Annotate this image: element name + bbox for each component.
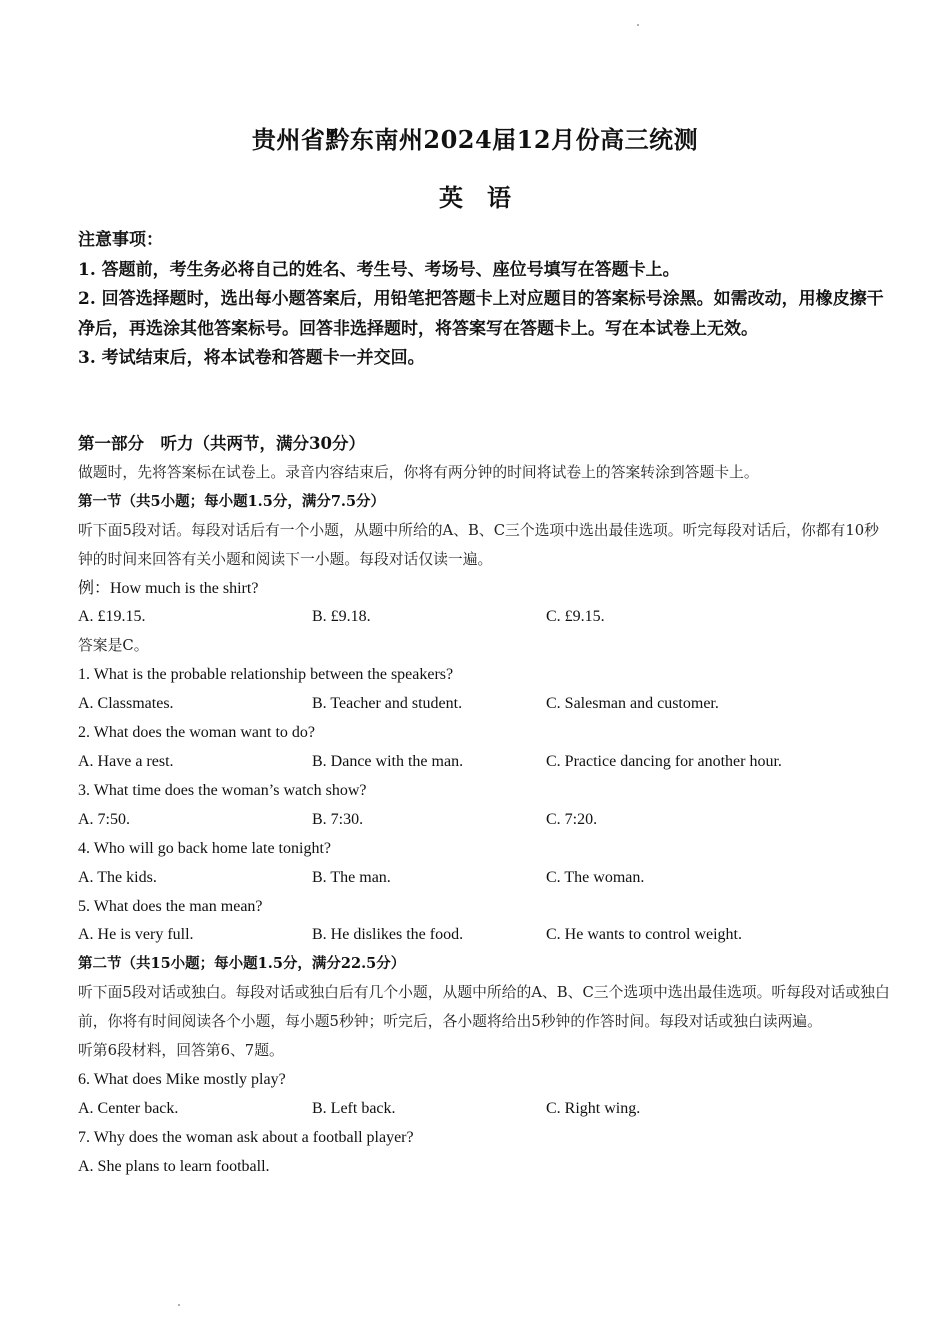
- option-b: B. 7:30.: [312, 810, 364, 828]
- question-1-options: [78, 690, 890, 719]
- option-a: A. Center back.: [78, 1099, 179, 1117]
- example-options: [78, 603, 890, 632]
- option-a: A. £19.15.: [78, 608, 146, 626]
- option-b: B. Dance with the man.: [312, 752, 464, 770]
- question-2-options: [78, 748, 890, 777]
- option-c: C. 7:20.: [546, 810, 598, 828]
- example-question: 例：How much is the shirt?: [78, 579, 259, 597]
- notice-item: 3. 考试结束后，将本试卷和答题卡一并交回。: [78, 348, 425, 369]
- option-a: A. 7:50.: [78, 810, 130, 828]
- question-6-options: [78, 1095, 890, 1124]
- exam-title: 贵州省黔东南州2024届12月份高三统测: [251, 125, 699, 154]
- question-2: 2. What does the woman want to do?: [78, 724, 315, 742]
- listening-part: [78, 430, 890, 1182]
- question-6: 6. What does Mike mostly play?: [78, 1070, 286, 1088]
- scan-dot-bottom: [178, 1304, 180, 1306]
- option-c: C. Salesman and customer.: [546, 695, 719, 713]
- option-a: A. Have a rest.: [78, 752, 174, 770]
- exam-subject: 英语: [439, 183, 535, 212]
- option-a: A. He is very full.: [78, 926, 194, 944]
- option-c: C. £9.15.: [546, 608, 605, 626]
- option-b: B. He dislikes the food.: [312, 926, 464, 944]
- notice-item: 2. 回答选择题时，选出每小题答案后，用铅笔把答题卡上对应题目的答案标号涂黑。如需改动，用橡皮擦干净后，再选涂其他答案标号。回答非选择题时，将答案写在答题卡上。写在本试卷上无效。: [78, 289, 884, 339]
- material-note: 听第6段材料，回答第6、7题。: [78, 1042, 284, 1060]
- option-b: B. £9.18.: [312, 608, 371, 626]
- notice-item: 1. 答题前，考生务必将自己的姓名、考生号、考场号、座位号填写在答题卡上。: [78, 259, 680, 280]
- question-7: 7. Why does the woman ask about a football player?: [78, 1128, 414, 1146]
- option-c: C. He wants to control weight.: [546, 926, 742, 944]
- option-a: A. She plans to learn football.: [78, 1157, 270, 1175]
- scan-dot-top: [637, 24, 639, 26]
- notice-block: [78, 226, 888, 374]
- option-c: C. Right wing.: [546, 1099, 641, 1117]
- question-3: 3. What time does the woman’s watch show?: [78, 781, 367, 799]
- option-b: B. Left back.: [312, 1099, 396, 1117]
- option-c: C. Practice dancing for another hour.: [546, 752, 782, 770]
- section1-heading: 第一节（共5小题；每小题1.5分，满分7.5分）: [78, 492, 386, 510]
- option-a: A. The kids.: [78, 868, 157, 886]
- section2-instructions: 听下面5段对话或独白。每段对话或独白后有几个小题，从题中所给的A、B、C三个选项中选出最佳选项。听每段对话或独白前，你将有时间阅读各个小题，每小题5秒钟；听完后，各小题将给出5秒钟的作答时间。每段对话或独白读两遍。: [78, 984, 890, 1031]
- question-4: 4. Who will go back home late tonight?: [78, 839, 331, 857]
- example-answer: 答案是C。: [78, 637, 149, 655]
- question-1: 1. What is the probable relationship between the speakers?: [78, 666, 454, 684]
- section2-heading: 第二节（共15小题；每小题1.5分，满分22.5分）: [78, 955, 406, 973]
- question-4-options: [78, 864, 890, 893]
- notice-heading: 注意事项：: [78, 230, 163, 250]
- question-7-options: [78, 1153, 890, 1182]
- question-3-options: [78, 806, 890, 835]
- option-a: A. Classmates.: [78, 695, 174, 713]
- section1-instructions: 听下面5段对话。每段对话后有一个小题，从题中所给的A、B、C三个选项中选出最佳选项。听完每段对话后，你都有10秒钟的时间来回答有关小题和阅读下一小题。每段对话仅读一遍。: [78, 521, 879, 568]
- part1-intro: 做题时，先将答案标在试卷上。录音内容结束后，你将有两分钟的时间将试卷上的答案转涂到答题卡上。: [78, 463, 759, 481]
- option-b: B. Teacher and student.: [312, 695, 463, 713]
- question-5-options: [78, 921, 890, 950]
- option-b: B. The man.: [312, 868, 391, 886]
- option-c: C. The woman.: [546, 868, 645, 886]
- question-5: 5. What does the man mean?: [78, 897, 263, 915]
- part1-heading: 第一部分 听力（共两节，满分30分）: [78, 434, 365, 453]
